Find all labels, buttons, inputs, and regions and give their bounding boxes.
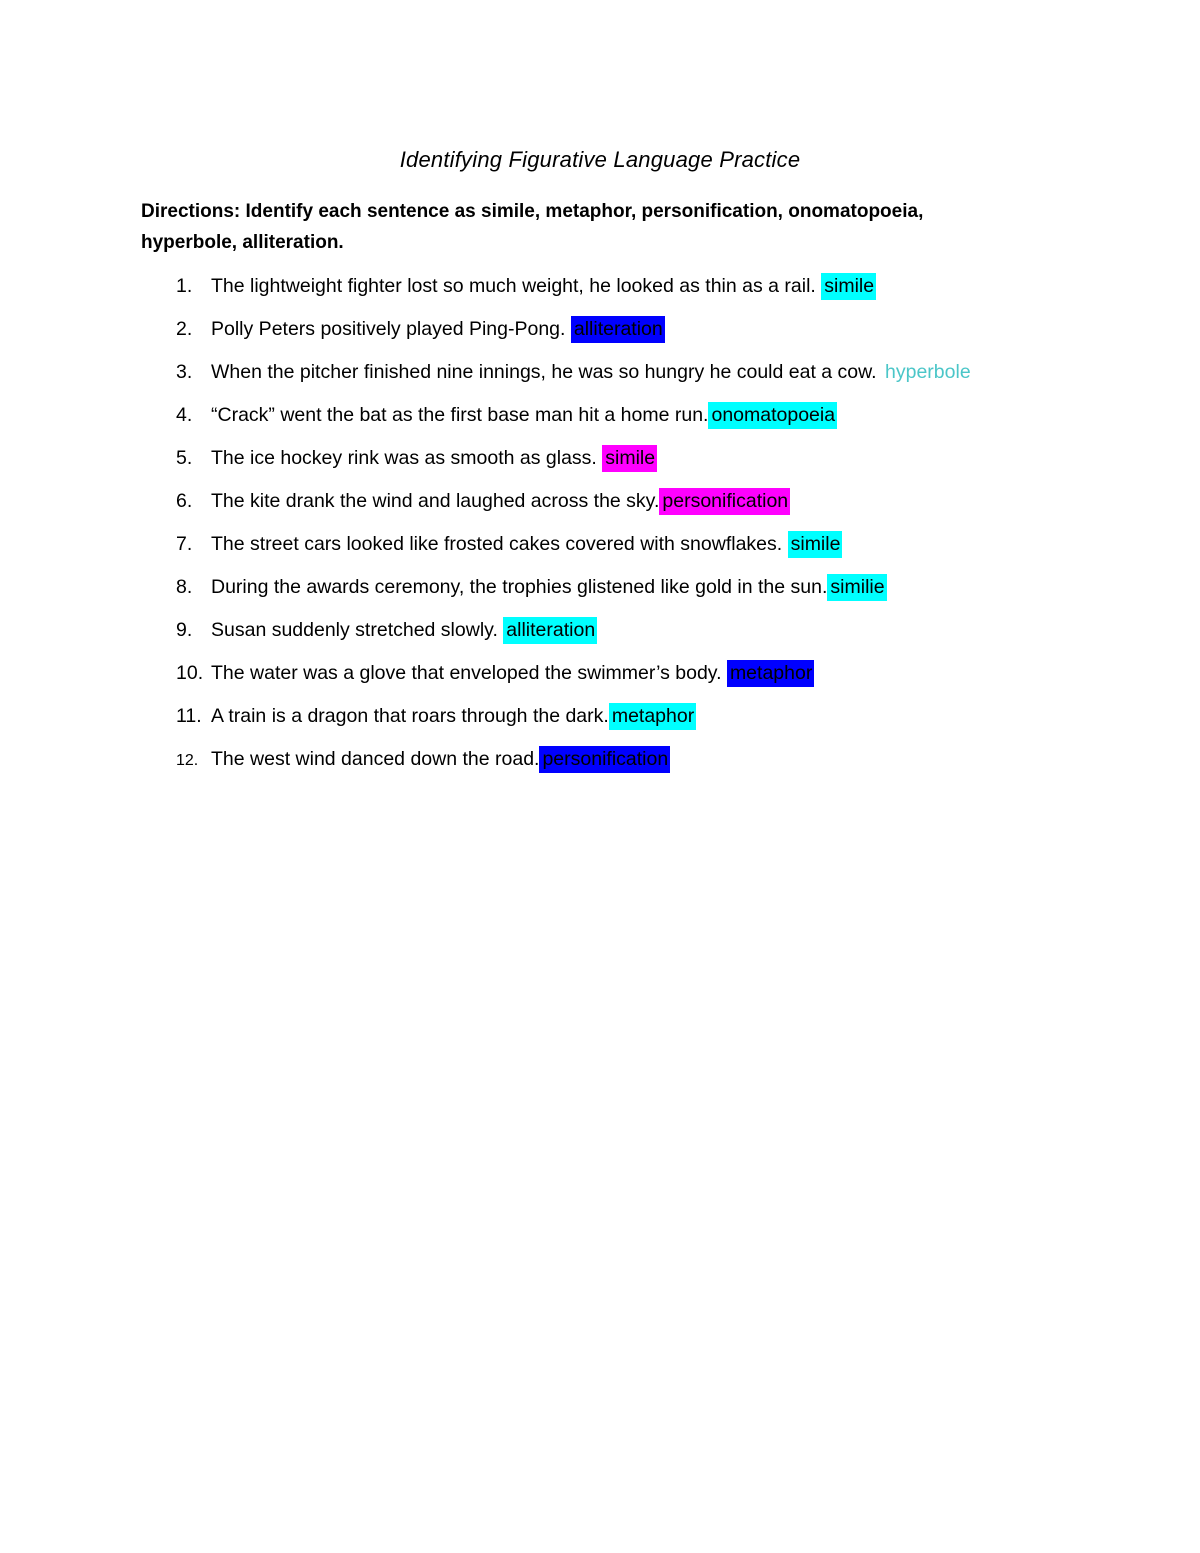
list-item bbox=[176, 443, 1096, 486]
page-title: Identifying Figurative Language Practice bbox=[399, 147, 801, 172]
list-item bbox=[176, 701, 1096, 744]
item-number: 11. bbox=[176, 705, 202, 727]
item-number: 9. bbox=[176, 619, 193, 641]
list-item bbox=[176, 314, 1096, 357]
list-item bbox=[176, 486, 1096, 529]
answer-label: simile bbox=[821, 273, 876, 300]
list-item bbox=[176, 658, 1096, 701]
list-item bbox=[176, 744, 1096, 787]
item-sentence: Polly Peters positively played Ping-Pong. bbox=[211, 318, 566, 340]
list-item bbox=[176, 271, 1096, 314]
item-sentence: “Crack” went the bat as the first base man hit a home run. bbox=[211, 404, 709, 426]
list-item bbox=[176, 529, 1096, 572]
item-sentence: The water was a glove that enveloped the swimmer’s body. bbox=[211, 662, 722, 684]
item-sentence: The west wind danced down the road. bbox=[211, 748, 540, 770]
item-number: 3. bbox=[176, 361, 193, 383]
item-sentence: Susan suddenly stretched slowly. bbox=[211, 619, 498, 641]
item-number: 12. bbox=[176, 752, 199, 769]
answer-label: alliteration bbox=[571, 316, 665, 343]
item-sentence: The ice hockey rink was as smooth as glass. bbox=[211, 447, 597, 469]
answer-label: hyperbole bbox=[885, 361, 971, 383]
item-sentence: A train is a dragon that roars through the dark. bbox=[211, 705, 609, 727]
directions-text: Directions: Identify each sentence as simile, metaphor, personification, onomatopoeia, hyperbole, alliteration. bbox=[141, 201, 924, 253]
item-sentence: The kite drank the wind and laughed across the sky. bbox=[211, 490, 660, 512]
answer-label: personification bbox=[659, 488, 790, 515]
list-item bbox=[176, 357, 1096, 400]
item-sentence: When the pitcher finished nine innings, he was so hungry he could eat a cow. bbox=[211, 361, 877, 383]
answer-label: alliteration bbox=[503, 617, 597, 644]
list-item bbox=[176, 615, 1096, 658]
answer-label: metaphor bbox=[727, 660, 814, 687]
answer-label: onomatopoeia bbox=[708, 402, 837, 429]
item-number: 5. bbox=[176, 447, 193, 469]
item-number: 1. bbox=[176, 275, 193, 297]
item-sentence: The street cars looked like frosted cakes covered with snowflakes. bbox=[211, 533, 783, 555]
answer-label: simile bbox=[788, 531, 843, 558]
item-number: 2. bbox=[176, 318, 193, 340]
item-sentence: The lightweight fighter lost so much weight, he looked as thin as a rail. bbox=[211, 275, 816, 297]
item-number: 7. bbox=[176, 533, 193, 555]
item-number: 4. bbox=[176, 404, 193, 426]
list-item bbox=[176, 572, 1096, 615]
list-item bbox=[176, 400, 1096, 443]
item-sentence: During the awards ceremony, the trophies glistened like gold in the sun. bbox=[211, 576, 828, 598]
item-number: 10. bbox=[176, 662, 204, 684]
answer-label: similie bbox=[827, 574, 886, 601]
answer-label: simile bbox=[602, 445, 657, 472]
item-number: 6. bbox=[176, 490, 193, 512]
item-number: 8. bbox=[176, 576, 193, 598]
question-list bbox=[176, 271, 1096, 787]
answer-label: metaphor bbox=[609, 703, 696, 730]
answer-label: personification bbox=[539, 746, 670, 773]
